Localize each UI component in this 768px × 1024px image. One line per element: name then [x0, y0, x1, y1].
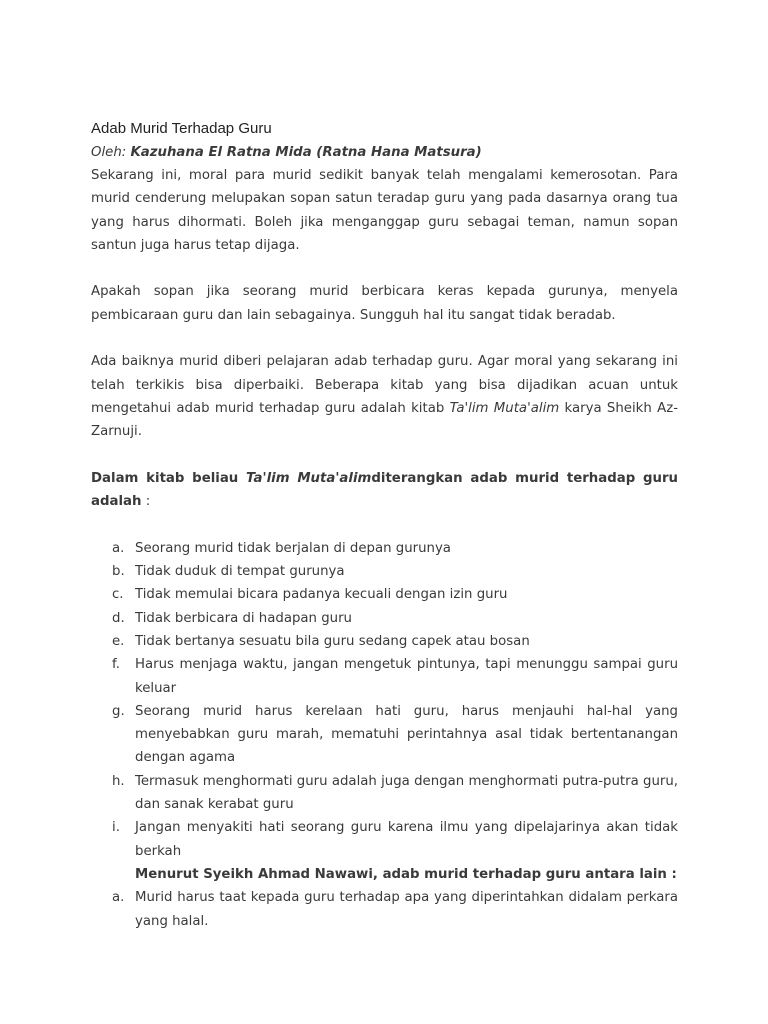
list-item-text: Murid harus taat kepada guru terhadap apa yang diperintahkan didalam perkara yang halal. — [135, 890, 678, 929]
book-title: Ta'lim Muta'alim — [449, 400, 560, 416]
list-item — [91, 607, 678, 630]
nawawi-list — [91, 886, 678, 933]
section-heading-colon: : — [141, 494, 151, 510]
list-marker: f. — [112, 657, 120, 673]
list-item — [91, 886, 678, 933]
list-item-text: Tidak duduk di tempat gurunya — [135, 564, 345, 580]
list-item — [91, 560, 678, 583]
list-item-text: Seorang murid tidak berjalan di depan gurunya — [135, 540, 451, 556]
byline — [91, 142, 678, 164]
paragraph-1: Sekarang ini, moral para murid sedikit banyak telah mengalami kemerosotan. Para murid cenderung melupakan sopan satun teradap guru yang pada dasarnya orang tua yang harus dihormati. Boleh jika menganggap guru sebagai teman, namun sopan santun juga harus tetap dijaga. — [91, 168, 678, 253]
article-title: Adab Murid Terhadap Guru — [91, 120, 272, 137]
list-marker: a. — [112, 540, 125, 556]
paragraph-3-text-start: Ada baiknya murid diberi pelajaran adab terhadap guru. Agar moral yang sekarang ini telah terkikis bisa diperbaiki. Beberapa kitab yang bisa dijadikan acuan untuk mengetahui adab murid terhadap guru adalah kitab — [91, 354, 678, 416]
list-marker: c. — [112, 587, 124, 603]
list-marker: b. — [112, 564, 125, 580]
section-heading-book: Ta'lim Muta'alim — [246, 470, 372, 486]
byline-prefix: Oleh: — [91, 145, 127, 160]
list-item-text: Termasuk menghormati guru adalah juga dengan menghormati putra-putra guru, dan sanak kerabat guru — [135, 773, 678, 813]
paragraph-3 — [91, 350, 678, 443]
list-item — [91, 770, 678, 817]
section-heading-end: diterangkan adab murid terhadap guru adalah — [91, 470, 679, 510]
list-item-text: Tidak memulai bicara padanya kecuali dengan izin guru — [135, 587, 508, 603]
article — [91, 118, 678, 933]
list-item — [91, 583, 678, 606]
paragraph-3-text-end: karya Sheikh Az-Zarnuji. — [91, 400, 678, 440]
adab-list — [91, 537, 678, 863]
section-heading-start: Dalam kitab beliau — [91, 470, 247, 486]
list-item-text: Jangan menyakiti hati seorang guru karena ilmu yang dipelajarinya akan tidak berkah — [135, 820, 678, 859]
list-marker: a. — [112, 890, 125, 906]
list-marker: h. — [112, 773, 125, 789]
list-marker: d. — [112, 610, 125, 626]
list-item-text: Harus menjaga waktu, jangan mengetuk pintunya, tapi menunggu sampai guru keluar — [135, 657, 678, 696]
list-item — [91, 537, 678, 560]
list-marker: i. — [112, 820, 120, 836]
paragraph-2: Apakah sopan jika seorang murid berbicara keras kepada gurunya, menyela pembicaraan guru dan lain sebagainya. Sungguh hal itu sangat tidak beradab. — [91, 284, 678, 323]
subheading: Menurut Syeikh Ahmad Nawawi, adab murid terhadap guru antara lain : — [135, 866, 677, 882]
list-item-text: Tidak bertanya sesuatu bila guru sedang capek atau bosan — [135, 633, 530, 649]
section-heading — [91, 467, 678, 514]
list-marker: g. — [112, 703, 125, 719]
byline-author: Kazuhana El Ratna Mida (Ratna Hana Matsura) — [130, 145, 482, 160]
list-item — [91, 630, 678, 653]
list-marker: e. — [112, 633, 125, 649]
list-item — [91, 653, 678, 700]
list-item-text: Seorang murid harus kerelaan hati guru, harus menjauhi hal-hal yang menyebabkan guru marah, mematuhi perintahnya asal tidak bertentanangan dengan agama — [135, 703, 678, 766]
list-item-text: Tidak berbicara di hadapan guru — [135, 610, 352, 626]
list-item — [91, 700, 678, 770]
list-item — [91, 816, 678, 863]
